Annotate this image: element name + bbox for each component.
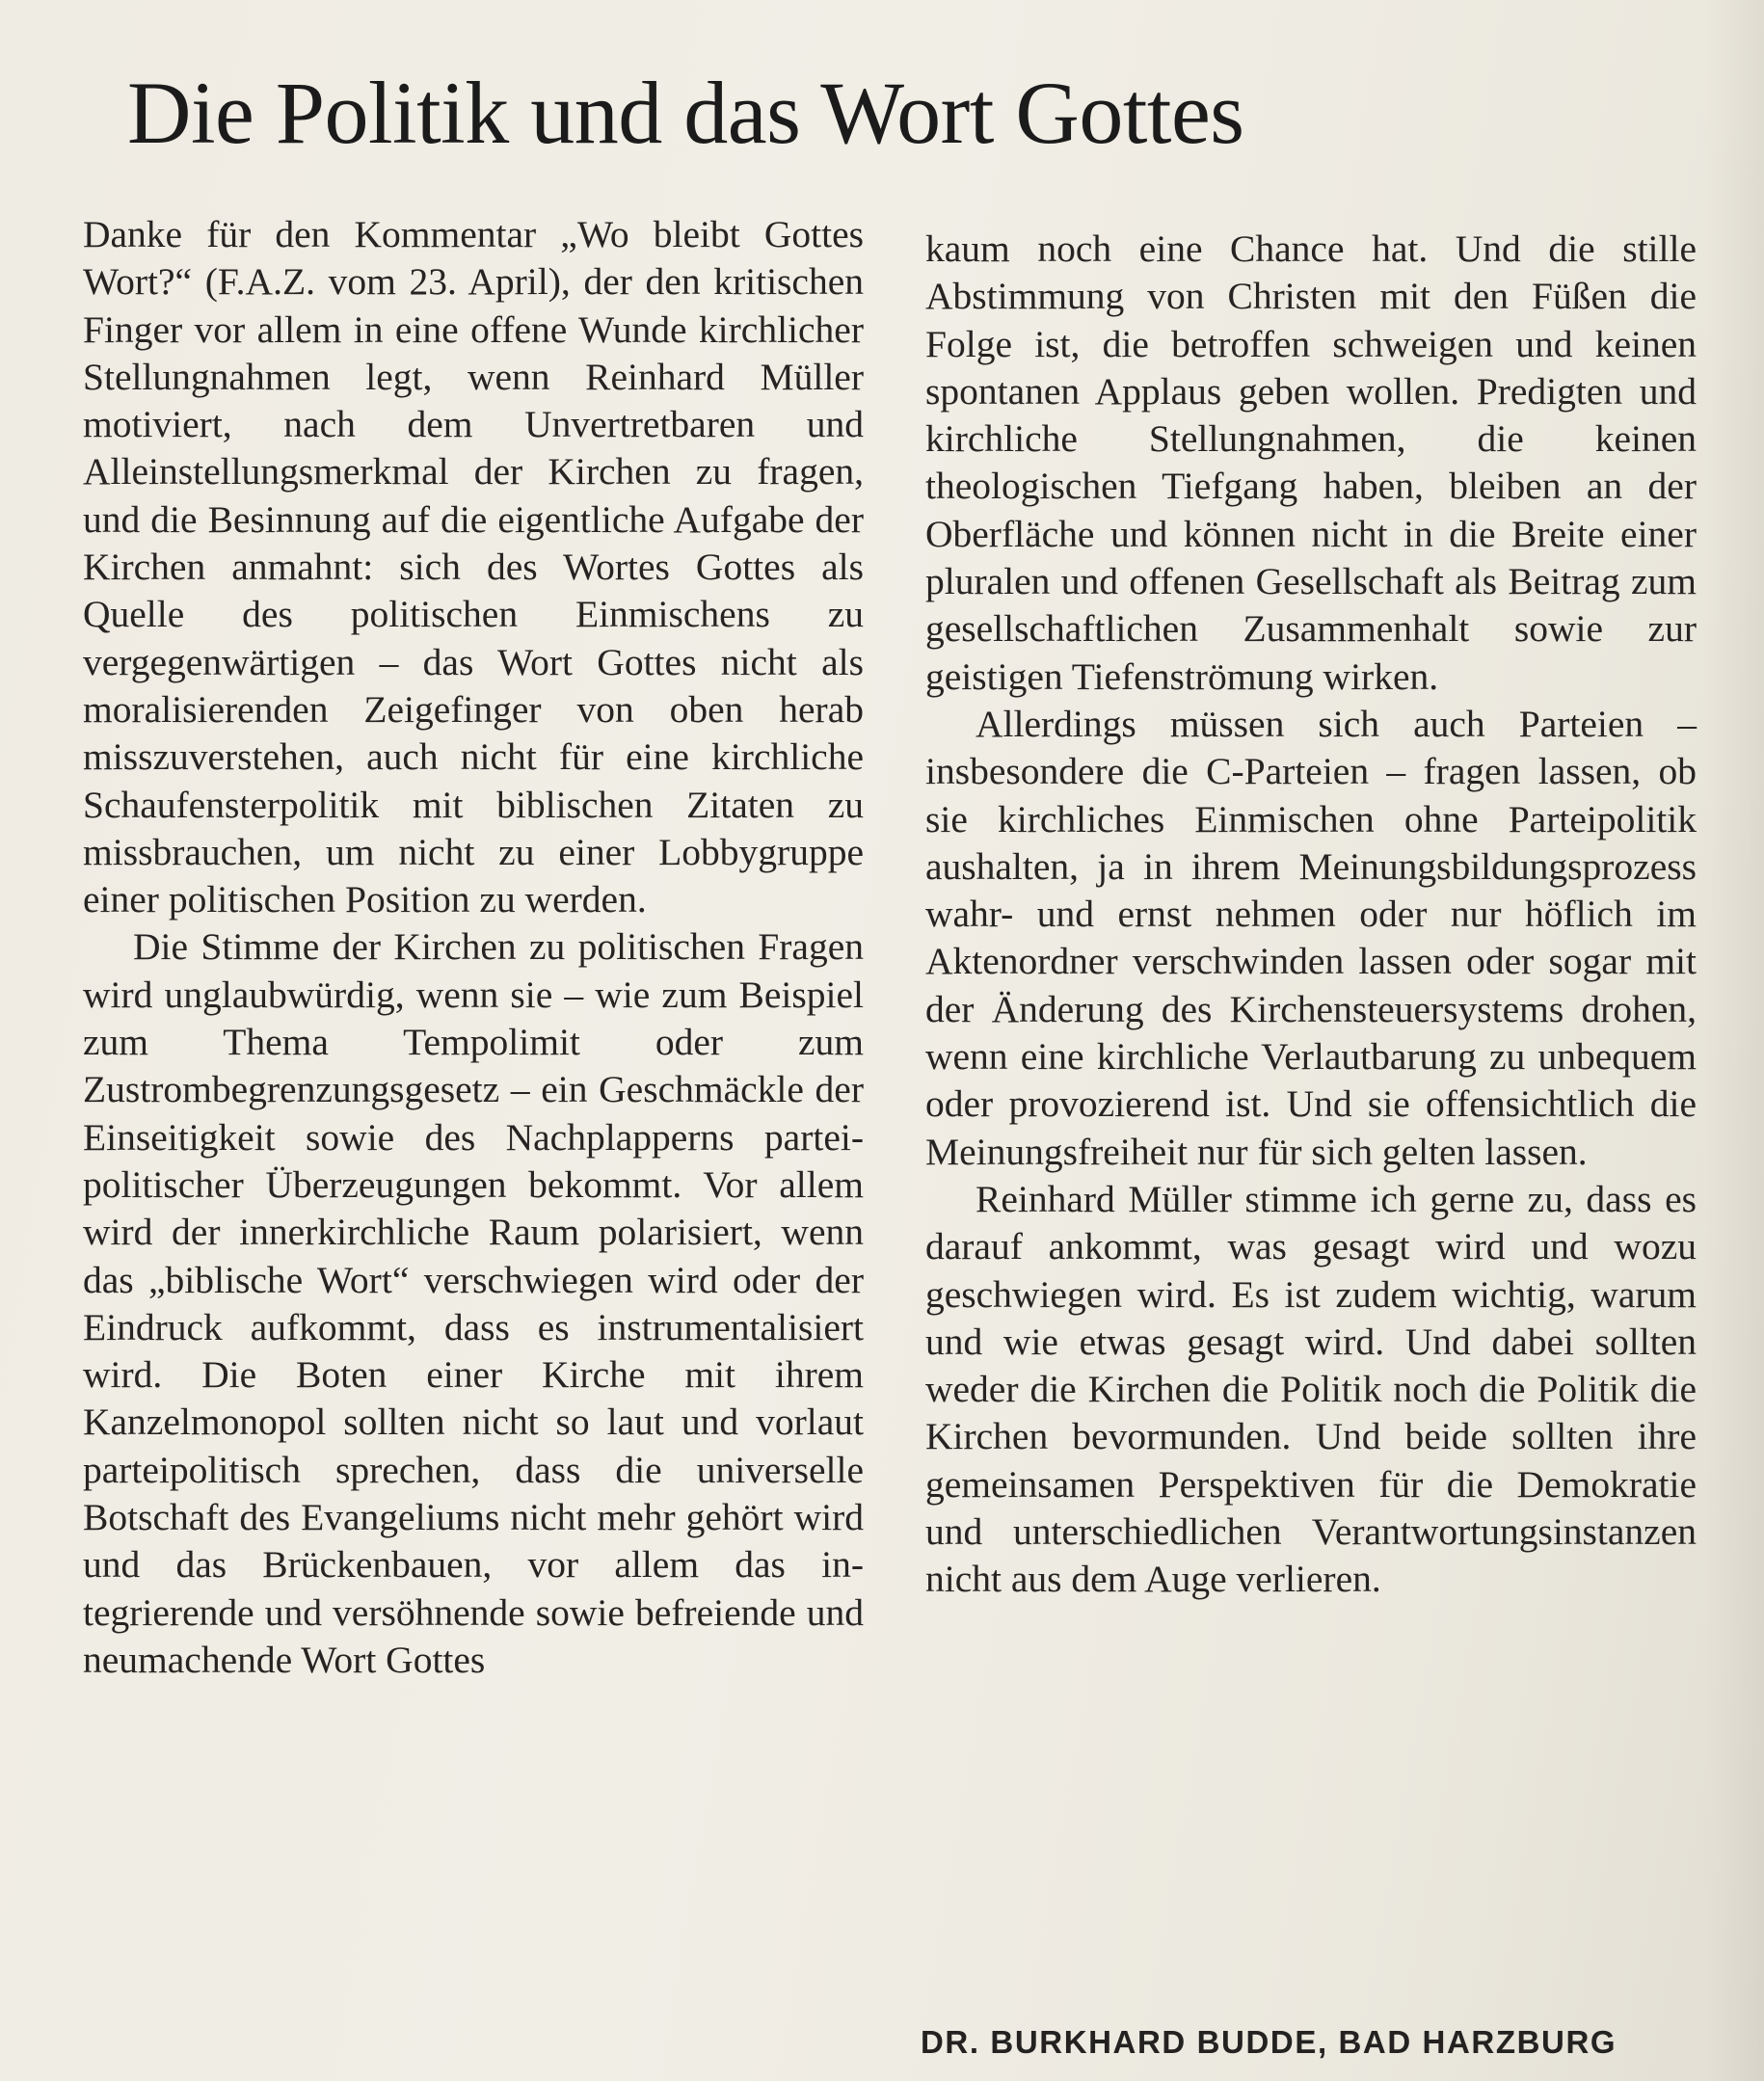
paragraph: Reinhard Müller stimme ich gerne zu, dass es darauf ankommt, was gesagt wird und wozu geschwiegen wird. Es ist zudem wichtig, warum und wie etwas gesagt wird. Und dabei sollten weder die Kirchen die Politik noch die Politik die Kirchen bevormunden. Und beide sollten ihre gemeinsamen Perspektiven für die Demokratie und unterschiedlichen Verantwortungsinstanzen nicht aus dem Auge verlieren. [925, 1177, 1697, 1601]
paragraph: Allerdings müssen sich auch Parteien – insbesondere die C-Parteien – fragen lassen, ob sie kirchliches Einmischen ohne Parteipolitik aushalten, ja in ihrem Meinungsbildungsprozess wahr- und ernst nehmen oder nur höflich im Aktenordner verschwinden lassen oder sogar mit der Änderung des Kirchensteuersystems drohen, wenn eine kirchliche Verlautbarung zu unbequem oder provozierend ist. Und sie offensichtlich die Meinungsfreiheit nur für sich gelten lassen. [925, 702, 1697, 1173]
article-column-right [925, 226, 1697, 1604]
paragraph: kaum noch eine Chance hat. Und die stille Abstimmung von Christen mit den Füßen die Folge ist, die betroffen schweigen und keinen spontanen Applaus geben wollen. Predigten und kirchliche Stellungnahmen, die keinen theologischen Tiefgang haben, bleiben an der Oberfläche und können nicht in die Breite einer pluralen und offenen Gesellschaft als Beitrag zum gesellschaftlichen Zusammenhalt sowie zur geistigen Tiefenströmung wirken. [925, 227, 1697, 698]
page-edge-shadow [1706, 0, 1764, 2081]
paragraph: Danke für den Kommentar „Wo bleibt Gottes Wort?“ (F.A.Z. vom 23. April), der den kritischen Finger vor allem in eine offene Wunde kirchlicher Stellungnahmen legt, wenn Reinhard Müller motiviert, nach dem Unvertretbaren und Alleinstellungsmerkmal der Kirchen zu fragen, und die Besinnung auf die eigentliche Aufgabe der Kirchen anmahnt: sich des Wortes Gottes als Quelle des politischen Einmischens zu vergegenwärtigen – das Wort Gottes nicht als moralisierenden Zeigefinger von oben herab misszuverstehen, auch nicht für eine kirchliche Schaufensterpolitik mit biblischen Zitaten zu missbrauchen, um nicht zu einer Lobbygruppe einer politischen Position zu werden. [83, 213, 864, 921]
paragraph: Die Stimme der Kirchen zu politischen Fragen wird unglaubwürdig, wenn sie – wie zum Beispiel zum Thema Tempolimit oder zum Zustrombegrenzungsgesetz – ein Geschmäckle der Einseitigkeit sowie des Nachplapperns parteipolitischer Überzeugungen bekommt. Vor allem wird der innerkirchliche Raum polarisiert, wenn das „biblische Wort“ verschwiegen wird oder der Eindruck aufkommt, dass es instrumentalisiert wird. Die Boten einer Kirche mit ihrem Kanzelmonopol sollten nicht so laut und vorlaut parteipolitisch sprechen, dass die universelle Botschaft des Evangeliums nicht mehr gehört wird und das Brückenbauen, vor allem das integrierende und versöhnende sowie befreiende und neumachende Wort Gottes [83, 925, 864, 1681]
article-headline: Die Politik und das Wort Gottes [127, 64, 1244, 162]
author-signature: DR. BURKHARD BUDDE, BAD HARZBURG [921, 2024, 1617, 2060]
article-column-left [83, 211, 864, 1684]
